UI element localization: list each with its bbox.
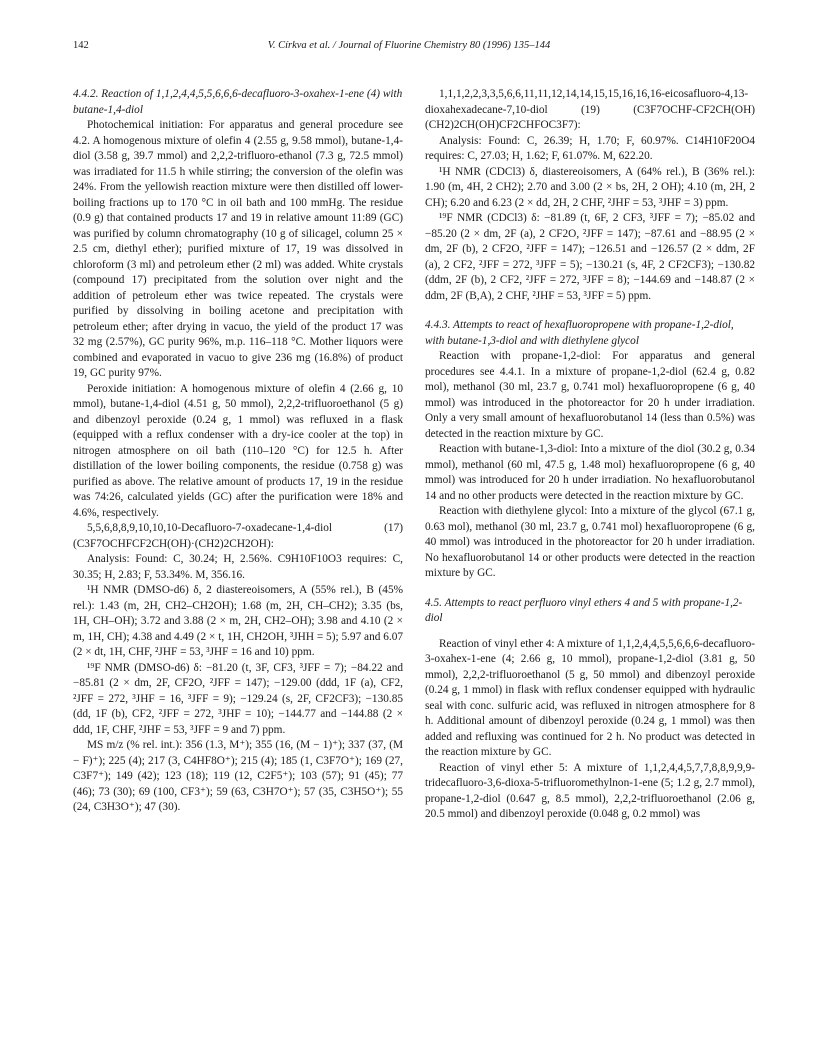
paragraph-compound-17-19f-nmr: ¹⁹F NMR (DMSO-d6) δ: −81.20 (t, 3F, CF3, ³JFF = 7); −84.22 and −85.81 (2 × dm, 2F, CF2O, ²JFF = 147); −129.00 (ddd, 1F (a), CF2, ²JFF = 272, ³JHF = 16, ³JFF = 9); −129.24 (s, 2F, CF2CF3); −130.85 (dd, 1F (b), CF2, ²JFF = 272, ³JHF = 10); −144.77 and −144.88 (2 × ddd, 1F, CHF, ²JHF = 53, ³JFF = 9 and 7) ppm.	[73, 661, 403, 736]
paragraph-compound-19-1h-nmr: ¹H NMR (CDCl3) δ, diastereoisomers, A (64% rel.), B (36% rel.): 1.90 (m, 4H, 2 CH2); 2.70 and 3.00 (2 × bs, 2H, 2 OH); 4.10 (m, 2H, 2 CH); 6.20 and 6.23 (2 × dd, 2H, 2 CHF, ²JHF = 53, ³JHF = 3) ppm.	[425, 165, 755, 209]
paragraph-compound-17-analysis: Analysis: Found: C, 30.24; H, 2.56%. C9H10F10O3 requires: C, 30.35; H, 2.83; F, 53.34%. M, 356.16.	[73, 553, 403, 581]
page-header	[73, 40, 745, 56]
running-journal-reference: V. Církva et al. / Journal of Fluorine Chemistry 80 (1996) 135–144	[267, 40, 551, 51]
paragraph-photochemical-initiation: Photochemical initiation: For apparatus and general procedure see 4.2. A homogenous mixture of olefin 4 (2.55 g, 9.58 mmol), butane-1,4-diol (3.58 g, 39.7 mmol) and 2,2,2-trifluoro-ethanol (7.3 g, 72.5 mmol) was irradiated for 11.5 h while stirring; the conversion of the olefin was 24%. From the yellowish reaction mixture were then distilled off lower-boiling fractions up to 170 °C in oil bath and 100 mmHg. The residue (0.9 g) that contained products 17 and 19 in relative amount 11:89 (GC) was purified by column chromatography (10 g of silicagel, column 25 × 2.5 cm, diethyl ether); purified mixture of 17, 19 was dissolved in chloroform (3 ml) and petroleum ether (2 ml) was added. White crystals (compound 17) precipitated from the solution over night and the addition of petroleum ether was twice repeated. The crystals were purified by dissolving in boiling acetone and precipitation with petroleum ether; after drying in vacuo, the yield of the product 17 was 32 mg (2.57%), GC purity 96%, m.p. 116–118 °C. Mother liquors were combined and evaporated in vacuo to give 236 mg (16.8%) of product 19, GC purity 97%.	[73, 119, 403, 379]
paragraph-compound-19-name: 1,1,1,2,2,3,3,5,6,6,11,11,12,14,14,15,15,16,16,16-eicosafluoro-4,13-dioxahexadecane-7,10-diol (19) (C3F7OCHF-CF2CH(OH)(CH2)2CH(OH)CF2CHFOC3F7):	[425, 88, 755, 131]
paragraph-compound-19-analysis: Analysis: Found: C, 26.39; H, 1.70; F, 60.97%. C14H10F20O4 requires: C, 27.03; H, 1.62; F, 61.07%. M, 622.20.	[425, 134, 755, 162]
paragraph-compound-17-ms: MS m/z (% rel. int.): 356 (1.3, M⁺); 355 (16, (M − 1)⁺); 337 (37, (M − F)⁺); 225 (4); 217 (3, C4HF8O⁺); 215 (4); 185 (1, C3F7O⁺); 169 (27, C3F7⁺); 149 (42); 123 (18); 119 (12, C2F5⁺); 103 (57); 91 (45); 77 (46); 73 (30); 69 (100, CF3⁺); 59 (63, C3H7O⁺); 57 (35, C3H5O⁺); 55 (24, C3H3O⁺); 47 (30).	[73, 739, 403, 813]
paragraph-peroxide-initiation: Peroxide initiation: A homogenous mixture of olefin 4 (2.66 g, 10 mmol), butane-1,4-diol (4.51 g, 50 mmol), 2,2,2-trifluoroethanol (5 g) and dibenzoyl peroxide (0.24 g, 1 mmol) was refluxed in a flask (equipped with a reflux condenser with a dry-ice cooler at the top) in nitrogen atmosphere on oil bath (110–120 °C) for 12.5 h. After distillation of the lower boiling components, the residue (0.758 g) was purified as above. The relative amount of products 17, 19 in the residue was 74:26, calculated yields (GC) after the purification were 18% and 4.6%, respectively.	[73, 382, 403, 519]
paragraph-vinyl-ether-4-reaction: Reaction of vinyl ether 4: A mixture of 1,1,2,4,4,5,5,6,6,6-decafluoro-3-oxahex-1-ene (4; 2.66 g, 10 mmol), propane-1,2-diol (3.81 g, 50 mmol), 2,2,2-trifluoroethanol (5 g, 50 mmol) and dibenzoyl peroxide (0.24 g, 1 mmol) in flask with reflux condenser equipped with hydraulic seal with conc. sulfuric acid, was refluxed in nitrogen atmosphere for 8 h. Additional amount of dibenzoyl peroxide (0.24 g, 1 mmol) was then added and refluxing was continued for 2 h. No product was detected in the reaction mixture by GC.	[425, 637, 755, 758]
paragraph-diethylene-glycol-reaction: Reaction with diethylene glycol: Into a mixture of the glycol (67.1 g, 0.63 mol), methanol (30 ml, 23.7 g, 0.741 mol) hexafluoropropene (6 g, 40 mmol) was introduced in the photoreactor for 20 h under irradiation. No hexafluorobutanol 14 or other products were detected in the reaction mixture by GC.	[425, 505, 755, 579]
paragraph-compound-19-19f-nmr: ¹⁹F NMR (CDCl3) δ: −81.89 (t, 6F, 2 CF3, ³JFF = 7); −85.02 and −85.20 (2 × dm, 2F (a), 2 CF2O, ²JFF = 147); −87.61 and −88.95 (2 × dm, 2F (b), 2 CF2O, ²JFF = 147); −126.51 and −126.57 (2 × ddm, 2F (a), 2 CF2, ²JFF = 272, ³JFF = 5); −130.21 (s, 4F, 2 CF2CF3); −130.82 (ddm, 2F (b), 2 CF2, ²JFF = 272, ³JFF = 8); −144.69 and −148.87 (2 × ddm, 2F (B,A), 2 CHF, ²JHF = 53, ³JFF = 5) ppm.	[425, 212, 755, 302]
paragraph-compound-17-name: 5,5,6,8,8,9,10,10,10-Decafluoro-7-oxadecane-1,4-diol (17) (C3F7OCHFCF2CH(OH)·(CH2)2CH2OH):	[73, 522, 403, 550]
left-column	[73, 87, 403, 816]
section-heading-4-4-3: 4.4.3. Attempts to react of hexafluoropropene with propane-1,2-diol, with butane-1,3-diol and with diethylene glycol	[425, 319, 734, 347]
paragraph-butane-diol-reaction: Reaction with butane-1,3-diol: Into a mixture of the diol (30.2 g, 0.34 mmol), methanol (60 ml, 47.5 g, 1.48 mol) hexafluoropropene (6 g, 40 mmol) was introduced for 20 h under irradiation. No hexafluorobutanol 14 and no other products were detected in the reaction mixture by GC.	[425, 443, 755, 502]
section-heading-4-4-2: 4.4.2. Reaction of 1,1,2,4,4,5,5,6,6,6-decafluoro-3-oxahex-1-ene (4) with butane-1,4-diol	[73, 88, 403, 116]
paragraph-vinyl-ether-5-reaction: Reaction of vinyl ether 5: A mixture of 1,1,2,4,4,5,7,7,8,8,9,9,9-tridecafluoro-3,6-dioxa-5-trifluoromethylnon-1-ene (5; 1.2 g, 2.7 mmol), propane-1,2-diol (0.647 g, 8.5 mmol), 2,2,2-trifluoroethanol (2.06 g, 20.5 mmol) and dibenzoyl peroxide (0.048 g, 0.2 mmol) was	[425, 761, 755, 820]
section-heading-4-5: 4.5. Attempts to react perfluoro vinyl ethers 4 and 5 with propane-1,2-diol	[425, 596, 743, 624]
paragraph-compound-17-1h-nmr: ¹H NMR (DMSO-d6) δ, 2 diastereoisomers, A (55% rel.), B (45% rel.): 1.43 (m, 2H, CH2–CH2OH); 1.68 (m, 2H, CH–CH2); 3.35 (bs, 1H, CH–OH); 3.72 and 3.88 (2 × m, 2H, CH2–OH); 3.98 and 4.10 (2 × m, 1H, CH); 4.38 and 4.49 (2 × t, 1H, CH2OH, ³JHH = 5); 5.97 and 6.07 (2 × dt, 1H, CHF, ²JHF = 53, ³JHF = 16 and 10) ppm.	[73, 584, 403, 658]
page-number: 142	[73, 40, 89, 51]
paragraph-propane-diol-reaction: Reaction with propane-1,2-diol: For apparatus and general procedures see 4.4.1. In a mixture of propane-1,2-diol (62.4 g, 0.82 mol), methanol (30 ml, 23.7 g, 0.741 mol) hexafluoropropene (6 g, 40 mmol) was introduced in the photoreactor for 20 h under irradiation. Only a very small amount of hexafluorobutanol 14 (less than 0.5%) was detected in the reaction mixture by GC.	[425, 350, 755, 440]
right-column	[425, 87, 755, 823]
